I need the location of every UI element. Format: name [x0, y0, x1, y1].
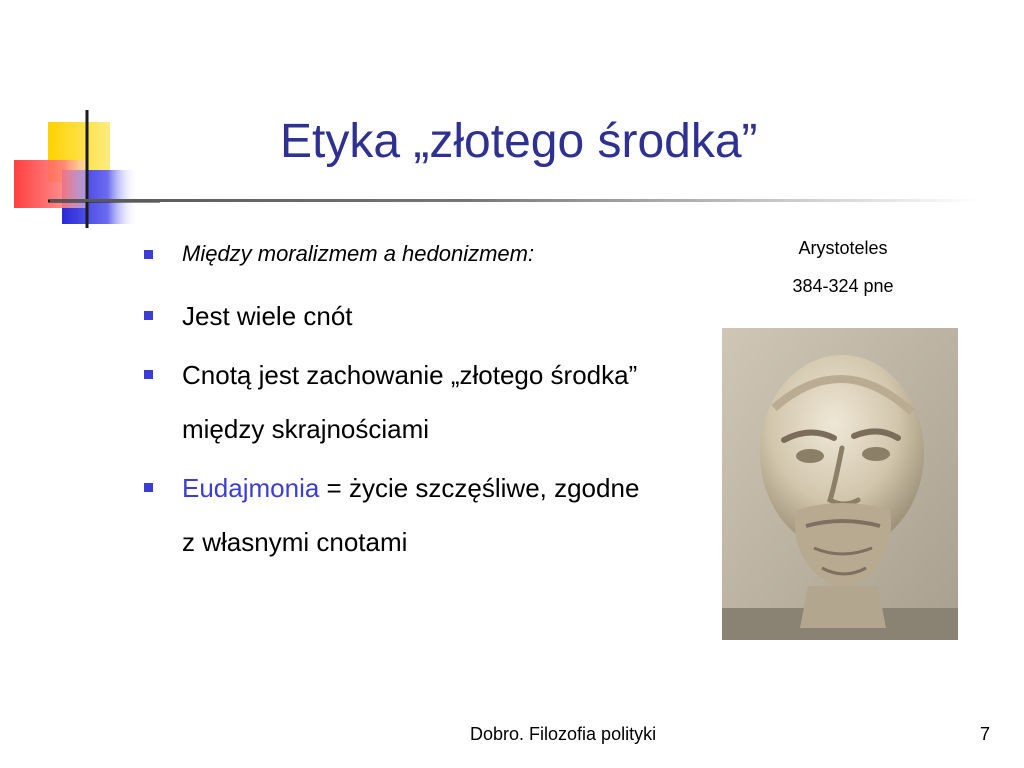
- bust-illustration: [722, 328, 958, 640]
- aristotle-bust-image: [722, 328, 958, 640]
- eudajmonia-term: Eudajmonia: [182, 473, 320, 503]
- caption-name: Arystoteles: [798, 238, 888, 258]
- bullet-list: [144, 236, 644, 569]
- bullet-item: [144, 461, 644, 569]
- bullet-square-icon: [144, 311, 153, 320]
- bullet-text: Jest wiele cnót: [182, 301, 353, 331]
- bullet-text: Między moralizmem a hedonizmem:: [182, 241, 535, 266]
- bullet-item: [144, 236, 644, 272]
- slide-title: Etyka „złotego środka”: [280, 115, 758, 168]
- footer-title: Dobro. Filozofia polityki: [470, 724, 657, 744]
- bullet-square-icon: [144, 250, 153, 259]
- bullet-square-icon: [144, 483, 153, 492]
- bullet-square-icon: [144, 370, 153, 379]
- bullet-text: Cnotą jest zachowanie „złotego środka” między skrajnościami: [182, 360, 638, 444]
- bullet-item: [144, 348, 644, 456]
- corner-decoration: [0, 0, 160, 240]
- page-number: 7: [980, 724, 991, 744]
- title-underline: [50, 199, 980, 202]
- caption-dates: 384-324 pne: [792, 276, 894, 296]
- bullet-item: [144, 289, 644, 343]
- bullet-text: = życie szczęśliwe, zgodne z własnymi cnotami: [182, 473, 640, 557]
